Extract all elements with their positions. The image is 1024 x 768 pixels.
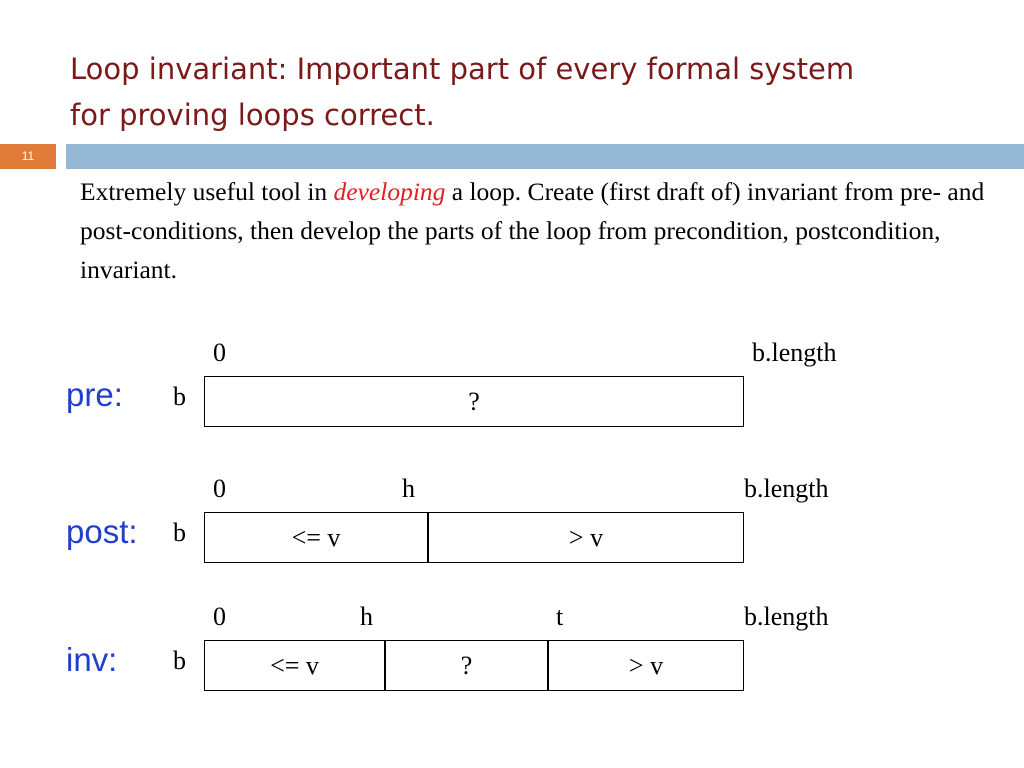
accent-band xyxy=(66,144,1024,169)
body-text-end: a loop. Create (first draft of) invariant from pre- and post-conditions, then develop the parts of the loop from precondition, postcondition, invariant. xyxy=(80,177,985,284)
post-segment-le-v: <= v xyxy=(291,522,341,552)
post-index-length: b.length xyxy=(744,474,829,503)
inv-segment-unknown: ? xyxy=(384,641,547,690)
inv-index-length: b.length xyxy=(744,602,829,631)
post-array-box xyxy=(204,512,744,563)
pre-label: pre: xyxy=(66,376,123,413)
inv-index-t: t xyxy=(556,602,564,631)
inv-segment-le-v: <= v xyxy=(270,650,319,680)
inv-array-box xyxy=(204,640,744,691)
post-index-h: h xyxy=(402,474,415,503)
inv-label: inv: xyxy=(66,641,118,678)
pre-array-box xyxy=(204,376,744,427)
post-array-name: b xyxy=(173,518,186,547)
body-emphasis: developing xyxy=(333,177,446,206)
accent-bar xyxy=(0,144,1024,169)
post-index-0: 0 xyxy=(213,474,226,503)
inv-index-h: h xyxy=(360,602,373,631)
body-text-start: Extremely useful tool in xyxy=(80,177,334,206)
inv-segment-gt-v: > v xyxy=(547,641,743,690)
inv-array-name: b xyxy=(173,646,186,675)
slide-title xyxy=(70,46,970,138)
body-paragraph xyxy=(80,172,990,289)
pre-index-length: b.length xyxy=(752,338,837,367)
pre-index-0: 0 xyxy=(213,338,226,367)
post-segment-gt-v: > v xyxy=(427,513,743,562)
pre-array-name: b xyxy=(173,382,186,411)
pre-segment-unknown: ? xyxy=(468,386,480,416)
slide-number: 11 xyxy=(0,144,56,169)
inv-index-0: 0 xyxy=(213,602,226,631)
title-line-2: for proving loops correct. xyxy=(70,98,435,132)
title-line-1: Loop invariant: Important part of every formal system xyxy=(70,52,855,86)
post-label: post: xyxy=(66,513,138,550)
